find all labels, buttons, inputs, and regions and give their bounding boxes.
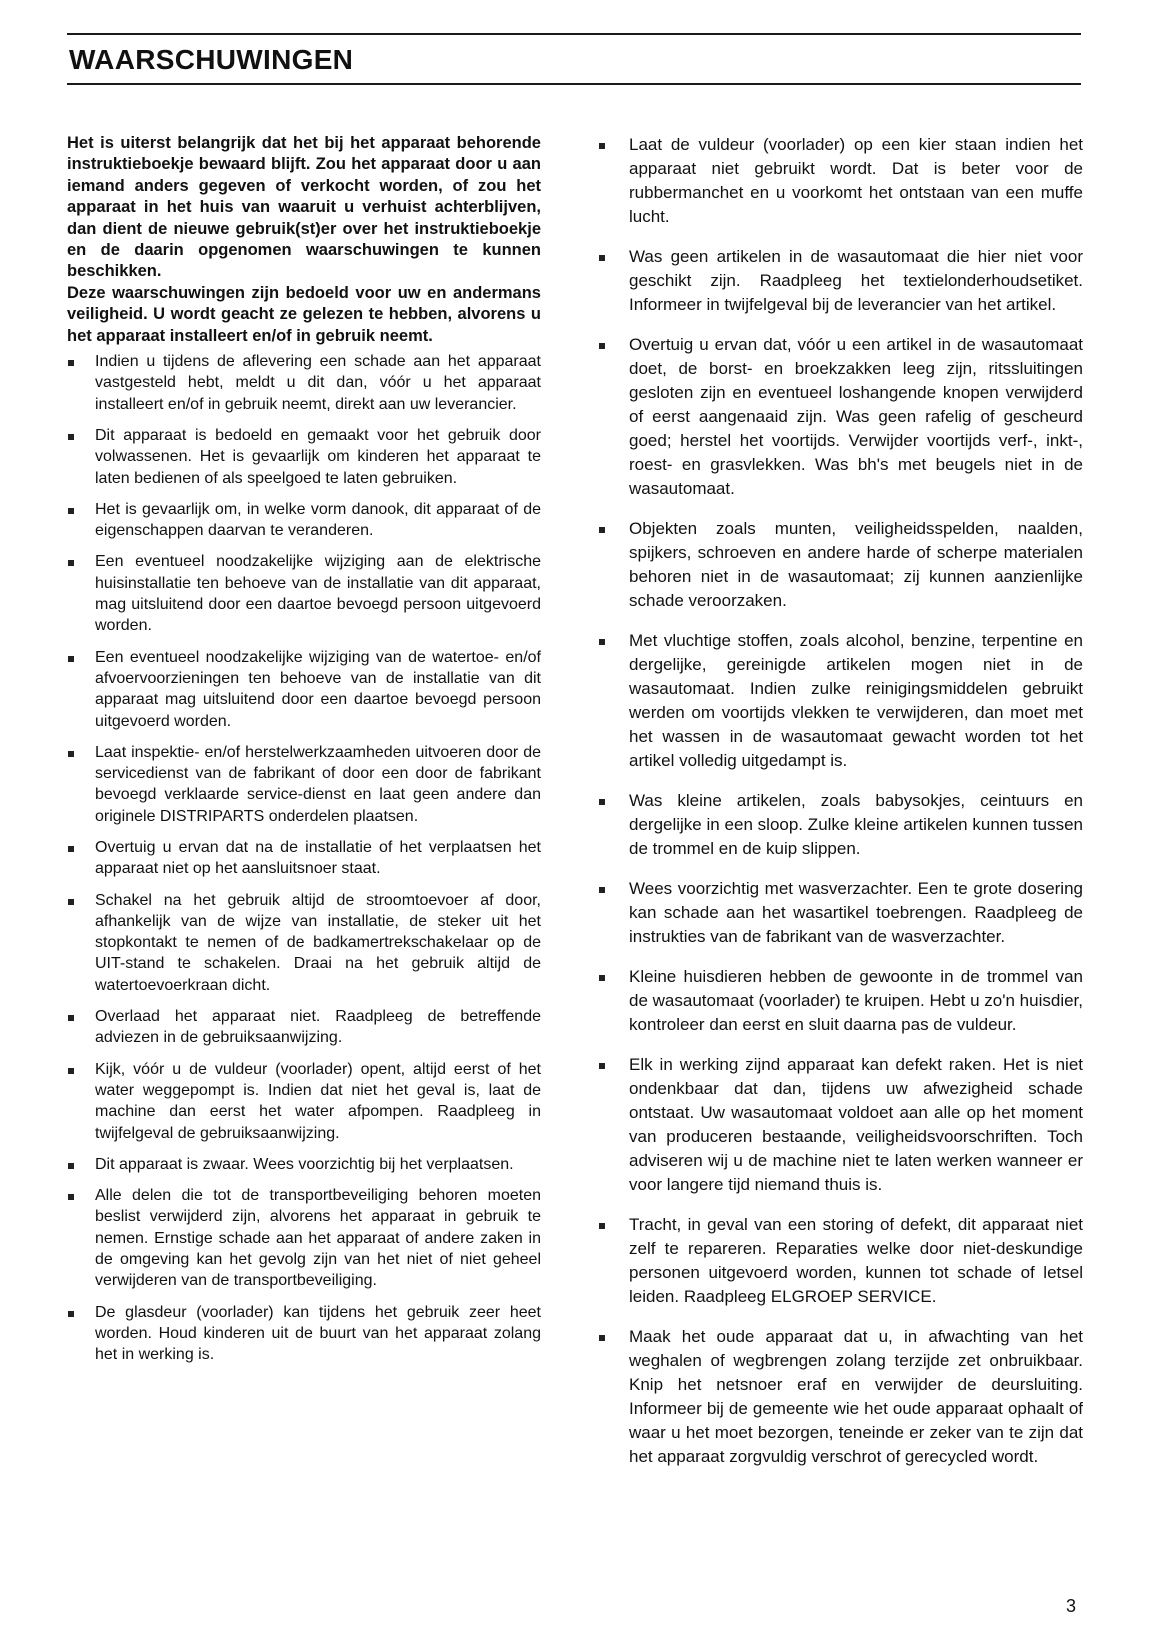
warning-item: Laat inspektie- en/of herstelwerkzaamheden uitvoeren door de servicedienst van de fabrikant of door een door de fabrikant bevoegd verklaarde service-dienst en laat geen andere dan originele DISTRIPARTS onderdelen plaatsen. [67,742,541,827]
warning-item: Objekten zoals munten, veiligheidsspelden, naalden, spijkers, schroeven en andere harde of scherpe materialen behoren niet in de wasautomaat; zij kunnen aanzienlijke schade veroorzaken. [597,517,1083,613]
warning-item: Wees voorzichtig met wasverzachter. Een te grote dosering kan schade aan het wasartikel toebrengen. Raadpleeg de instrukties van de fabrikant van de wasverzachter. [597,877,1083,949]
warning-item: Overtuig u ervan dat na de installatie of het verplaatsen het apparaat niet op het aansluitsnoer staat. [67,837,541,880]
warning-item: Laat de vuldeur (voorlader) op een kier staan indien het apparaat niet gebruikt wordt. Dat is beter voor de rubbermanchet en u voorkomt het ontstaan van een muffe lucht. [597,133,1083,229]
page-number: 3 [1065,1596,1076,1616]
warning-item: De glasdeur (voorlader) kan tijdens het gebruik zeer heet worden. Houd kinderen uit de buurt van het apparaat zolang het in werking is. [67,1302,541,1366]
warning-item: Met vluchtige stoffen, zoals alcohol, benzine, terpentine en dergelijke, gereinigde artikelen mogen niet in de wasautomaat. Indien zulke reinigingsmiddelen gebruikt werden om voortijds vlekken te verwijderen, dan moet met het wassen in de wasautomaat gewacht worden tot het artikel volledig uitgedampt is. [597,629,1083,773]
warning-item: Indien u tijdens de aflevering een schade aan het apparaat vastgesteld hebt, meldt u dit dan, vóór u het apparaat installeert en/of in gebruik neemt, direkt aan uw leverancier. [67,351,541,415]
warning-item: Kleine huisdieren hebben de gewoonte in de trommel van de wasautomaat (voorlader) te kruipen. Hebt u zo'n huisdier, kontroleer dan eerst en sluit daarna pas de vuldeur. [597,965,1083,1037]
warning-item: Kijk, vóór u de vuldeur (voorlader) opent, altijd eerst of het water weggepompt is. Indien dat niet het geval is, laat de machine dan eerst het water afpompen. Raadpleeg in twijfelgeval de gebruiksaanwijzing. [67,1059,541,1144]
warning-item: Tracht, in geval van een storing of defekt, dit apparaat niet zelf te repareren. Reparaties welke door niet-deskundige personen uitgevoerd worden, kunnen tot schade of letsel leiden. Raadpleeg ELGROEP SERVICE. [597,1213,1083,1309]
warning-item: Was geen artikelen in de wasautomaat die hier niet voor geschikt zijn. Raadpleeg het textielonderhoudsetiket. Informeer in twijfelgeval bij de leverancier van het artikel. [597,245,1083,317]
right-column [597,133,1083,1485]
warning-item: Dit apparaat is bedoeld en gemaakt voor het gebruik door volwassenen. Het is gevaarlijk om kinderen het apparaat te laten bedienen of als speelgoed te laten gebruiken. [67,425,541,489]
warning-item: Overlaad het apparaat niet. Raadpleeg de betreffende adviezen in de gebruiksaanwijzing. [67,1006,541,1049]
warning-item: Schakel na het gebruik altijd de stroomtoevoer af door, afhankelijk van de wijze van installatie, de steker uit het stopkontakt te nemen of de badkamertrekschakelaar op de UIT-stand te schakelen. Draai na het gebruik altijd de watertoevoerkraan dicht. [67,890,541,996]
left-column [67,133,541,1376]
warning-item: Het is gevaarlijk om, in welke vorm danook, dit apparaat of de eigenschappen daarvan te veranderen. [67,499,541,542]
warning-item: Overtuig u ervan dat, vóór u een artikel in de wasautomaat doet, de borst- en broekzakken leeg zijn, ritssluitingen gesloten zijn en eventueel loshangende knopen verwijderd of eerst aangenaaid zijn. Was geen rafelig of gescheurd goed; herstel het voortijds. Verwijder voortijds verf-, inkt-, roest- en grasvlekken. Was bh's met beugels niet in de wasautomaat. [597,333,1083,501]
warning-item: Was kleine artikelen, zoals babysokjes, ceintuurs en dergelijke in een sloop. Zulke kleine artikelen kunnen tussen de trommel en de kuip slippen. [597,789,1083,861]
header-rule-bottom [67,83,1081,85]
warning-item: Maak het oude apparaat dat u, in afwachting van het weghalen of wegbrengen zolang terzijde zet onbruikbaar. Knip het netsnoer eraf en verwijder de deursluiting. Informeer bij de gemeente wie het oude apparaat ophaalt of waar u het moet bezorgen, teneinde er zeker van te zijn dat het apparaat zorgvuldig verschrot of gerecycled wordt. [597,1325,1083,1469]
warning-item: Een eventueel noodzakelijke wijziging aan de elektrische huisinstallatie ten behoeve van de installatie van dit apparaat, mag uitsluitend door een daartoe bevoegd persoon uitgevoerd worden. [67,551,541,636]
intro-paragraph: Het is uiterst belangrijk dat het bij het apparaat behorende instruktieboekje bewaard blijft. Zou het apparaat door u aan iemand anders gegeven of verkocht worden, of zou het apparaat in het huis van waaruit u verhuist achterblijven, dan dient de nieuwe gebruik(st)er over het instruktieboekje en de daarin opgenomen waarschuwingen te kunnen beschikken. [67,134,541,281]
intro-paragraph-safety: Deze waarschuwingen zijn bedoeld voor uw en andermans veiligheid. U wordt geacht ze gelezen te hebben, alvorens u het apparaat installeert en/of in gebruik neemt. [67,283,541,345]
header-rule-top [67,33,1081,35]
warning-list-right [597,133,1083,1469]
warning-list-left [67,351,541,1365]
warning-item: Een eventueel noodzakelijke wijziging van de watertoe- en/of afvoervoorzieningen ten behoeve van de installatie van dit apparaat mag uitsluitend door een daartoe bevoegd persoon uitgevoerd worden. [67,647,541,732]
warning-item: Dit apparaat is zwaar. Wees voorzichtig bij het verplaatsen. [67,1154,541,1175]
warning-item: Alle delen die tot de transportbeveiliging behoren moeten beslist verwijderd zijn, alvorens het apparaat in gebruik te nemen. Ernstige schade aan het apparaat of andere zaken in de omgeving kan het gevolg zijn van het niet of niet geheel verwijderen van de transportbeveiliging. [67,1185,541,1291]
warning-item: Elk in werking zijnd apparaat kan defekt raken. Het is niet ondenkbaar dat dan, tijdens uw afwezigheid schade ontstaat. Uw wasautomaat voldoet aan alle op het moment van produceren bestaande, veiligheidsvoorschriften. Toch adviseren wij u de machine niet te laten werken wanneer er voor langere tijd niemand thuis is. [597,1053,1083,1197]
page-title: WAARSCHUWINGEN [69,44,354,75]
